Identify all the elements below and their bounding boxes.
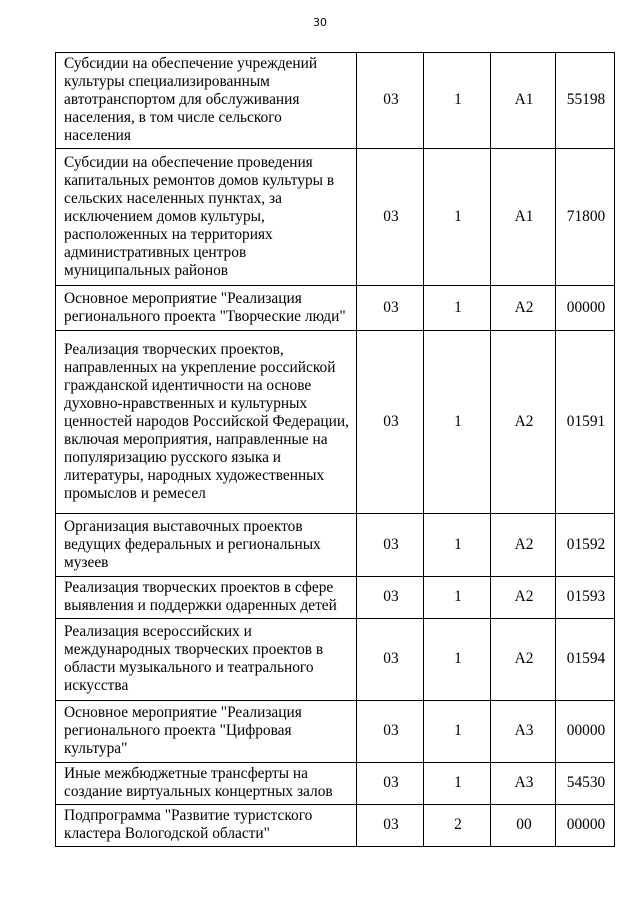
program-code-cell: 03	[357, 331, 424, 514]
table-row	[56, 149, 615, 286]
page-number: 30	[313, 16, 327, 29]
activity-code-cell: A2	[491, 514, 556, 577]
direction-code-cell: 01594	[556, 619, 615, 701]
direction-code-cell: 00000	[556, 805, 615, 847]
direction-code-cell: 00000	[556, 701, 615, 763]
program-code-cell: 03	[357, 763, 424, 805]
activity-code-cell: A2	[491, 286, 556, 331]
subprogram-code-cell: 1	[424, 331, 491, 514]
row-name-cell: Основное мероприятие "Реализация регионального проекта "Цифровая культура"	[56, 701, 357, 763]
direction-code-cell: 71800	[556, 149, 615, 286]
row-name-cell: Основное мероприятие "Реализация регионального проекта "Творческие люди"	[56, 286, 357, 331]
table-row	[56, 53, 615, 149]
activity-code-cell: 00	[491, 805, 556, 847]
program-code-cell: 03	[357, 149, 424, 286]
program-code-cell: 03	[357, 286, 424, 331]
activity-code-cell: A1	[491, 53, 556, 149]
row-name-cell: Организация выставочных проектов ведущих федеральных и региональных музеев	[56, 514, 357, 577]
row-name-cell: Иные межбюджетные трансферты на создание виртуальных концертных залов	[56, 763, 357, 805]
row-name-cell: Реализация творческих проектов, направленных на укрепление российской гражданской идентичности на основе духовно-нравственных и культурных ценностей народов Российской Федерации, включая мероприятия, направленные на популяризацию русского языка и литературы, народных художественных промыслов и ремесел	[56, 331, 357, 514]
budget-classification-table	[55, 52, 615, 847]
table-row	[56, 286, 615, 331]
row-name-cell: Субсидии на обеспечение проведения капитальных ремонтов домов культуры в сельских населенных пунктах, за исключением домов культуры, расположенных на территориях административных центров муниципальных районов	[56, 149, 357, 286]
table-row	[56, 331, 615, 514]
direction-code-cell: 55198	[556, 53, 615, 149]
subprogram-code-cell: 1	[424, 149, 491, 286]
direction-code-cell: 00000	[556, 286, 615, 331]
direction-code-cell: 01591	[556, 331, 615, 514]
subprogram-code-cell: 1	[424, 514, 491, 577]
subprogram-code-cell: 1	[424, 701, 491, 763]
program-code-cell: 03	[357, 805, 424, 847]
subprogram-code-cell: 1	[424, 763, 491, 805]
program-code-cell: 03	[357, 53, 424, 149]
table-row	[56, 514, 615, 577]
activity-code-cell: A2	[491, 577, 556, 619]
program-code-cell: 03	[357, 514, 424, 577]
table-row	[56, 805, 615, 847]
activity-code-cell: A2	[491, 331, 556, 514]
subprogram-code-cell: 1	[424, 53, 491, 149]
direction-code-cell: 54530	[556, 763, 615, 805]
row-name-cell: Подпрограмма "Развитие туристского кластера Вологодской области"	[56, 805, 357, 847]
activity-code-cell: A1	[491, 149, 556, 286]
row-name-cell: Субсидии на обеспечение учреждений культуры специализированным автотранспортом для обслуживания населения, в том числе сельского населения	[56, 53, 357, 149]
program-code-cell: 03	[357, 619, 424, 701]
table-row	[56, 701, 615, 763]
program-code-cell: 03	[357, 577, 424, 619]
subprogram-code-cell: 1	[424, 577, 491, 619]
table-row	[56, 763, 615, 805]
activity-code-cell: A2	[491, 619, 556, 701]
activity-code-cell: A3	[491, 763, 556, 805]
direction-code-cell: 01593	[556, 577, 615, 619]
activity-code-cell: A3	[491, 701, 556, 763]
table-row	[56, 619, 615, 701]
table-row	[56, 577, 615, 619]
row-name-cell: Реализация всероссийских и международных творческих проектов в области музыкального и театрального искусства	[56, 619, 357, 701]
subprogram-code-cell: 1	[424, 286, 491, 331]
subprogram-code-cell: 2	[424, 805, 491, 847]
subprogram-code-cell: 1	[424, 619, 491, 701]
direction-code-cell: 01592	[556, 514, 615, 577]
row-name-cell: Реализация творческих проектов в сфере выявления и поддержки одаренных детей	[56, 577, 357, 619]
program-code-cell: 03	[357, 701, 424, 763]
